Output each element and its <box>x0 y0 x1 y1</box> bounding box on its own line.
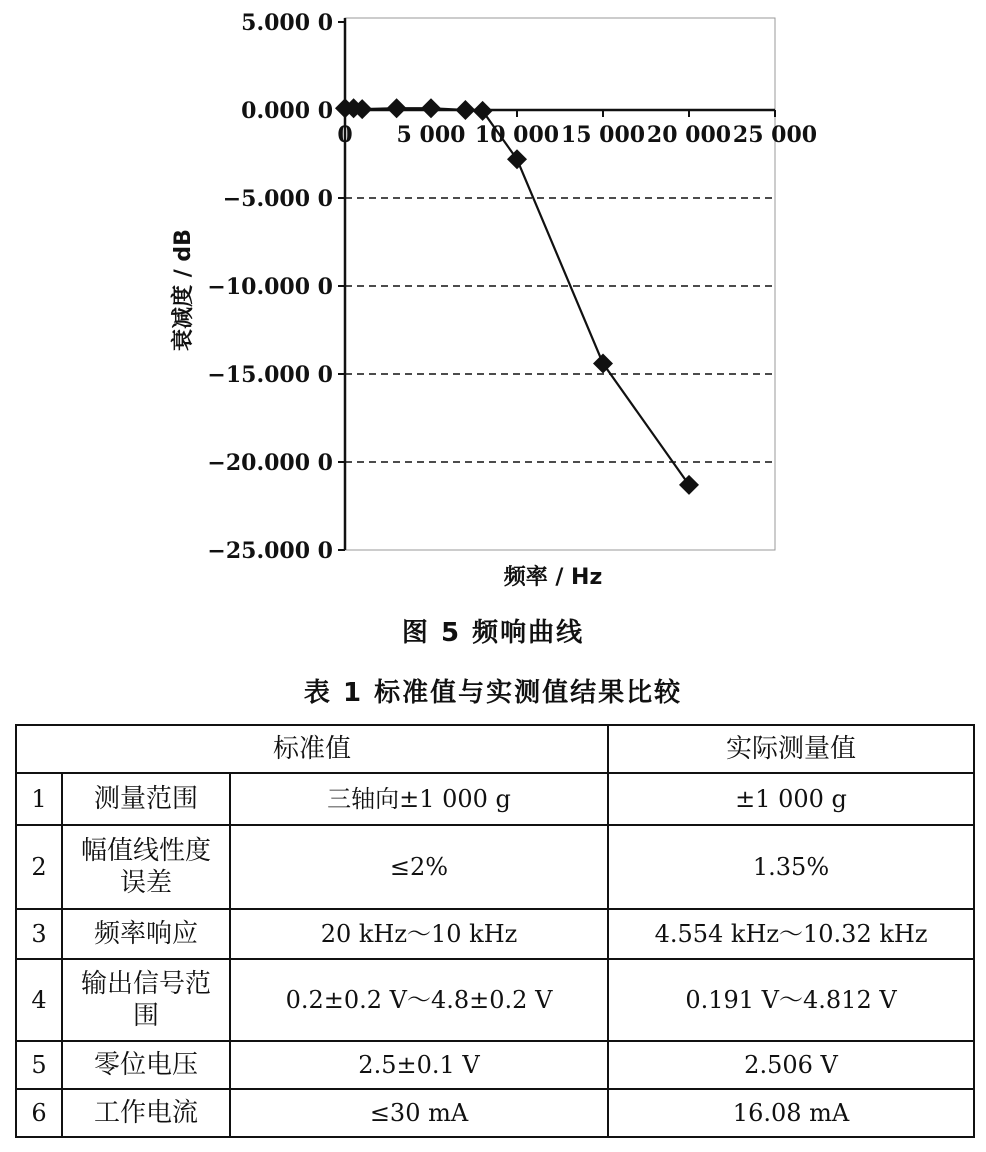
x-tick-label: 0 <box>337 122 353 148</box>
row-number: 2 <box>16 825 62 909</box>
row-number: 1 <box>16 773 62 825</box>
y-tick-label: 0.000 0 <box>241 98 333 124</box>
y-tick-label: −5.000 0 <box>222 186 333 212</box>
row-standard: 2.5±0.1 V <box>230 1041 608 1089</box>
x-tick-label: 15 000 <box>560 122 646 148</box>
row-measured: ±1 000 g <box>608 773 974 825</box>
row-item: 频率响应 <box>62 909 230 959</box>
y-tick-label: −20.000 0 <box>207 450 333 476</box>
table-row <box>16 959 974 1041</box>
table-row <box>16 825 974 909</box>
header-standard: 标准值 <box>16 725 608 773</box>
y-tick-label: −15.000 0 <box>207 362 333 388</box>
row-measured: 4.554 kHz～10.32 kHz <box>608 909 974 959</box>
row-item: 测量范围 <box>62 773 230 825</box>
comparison-table-container <box>15 724 973 1138</box>
row-standard: 三轴向±1 000 g <box>230 773 608 825</box>
table-row <box>16 1089 974 1137</box>
table-row <box>16 773 974 825</box>
plot-area-frame <box>345 18 775 550</box>
row-number: 6 <box>16 1089 62 1137</box>
row-measured: 16.08 mA <box>608 1089 974 1137</box>
row-standard: ≤2% <box>230 825 608 909</box>
data-point-marker <box>473 101 493 121</box>
table-row <box>16 1041 974 1089</box>
x-axis-label: 频率 / Hz <box>503 565 603 590</box>
x-tick-label: 20 000 <box>646 122 732 148</box>
y-axis-label: 衰减度 / dB <box>171 229 196 351</box>
table-row <box>16 909 974 959</box>
row-measured: 1.35% <box>608 825 974 909</box>
y-tick-label: −25.000 0 <box>207 538 333 564</box>
row-measured: 0.191 V～4.812 V <box>608 959 974 1041</box>
table-header-row <box>16 725 974 773</box>
x-tick-label: 5 000 <box>396 122 466 148</box>
table-title: 表 1 标准值与实测值结果比较 <box>303 678 683 708</box>
row-item: 输出信号范围 <box>62 959 230 1041</box>
row-standard: 0.2±0.2 V～4.8±0.2 V <box>230 959 608 1041</box>
x-tick-label: 25 000 <box>732 122 818 148</box>
data-point-marker <box>593 353 613 373</box>
data-point-marker <box>455 100 475 120</box>
y-tick-label: −10.000 0 <box>207 274 333 300</box>
row-item: 工作电流 <box>62 1089 230 1137</box>
row-measured: 2.506 V <box>608 1041 974 1089</box>
row-item: 幅值线性度误差 <box>62 825 230 909</box>
row-number: 3 <box>16 909 62 959</box>
row-standard: ≤30 mA <box>230 1089 608 1137</box>
row-standard: 20 kHz～10 kHz <box>230 909 608 959</box>
data-point-marker <box>387 98 407 118</box>
row-number: 4 <box>16 959 62 1041</box>
data-point-marker <box>507 149 527 169</box>
y-tick-label: 5.000 0 <box>241 10 333 36</box>
row-item: 零位电压 <box>62 1041 230 1089</box>
data-point-marker <box>421 98 441 118</box>
data-point-marker <box>679 475 699 495</box>
header-measured: 实际测量值 <box>608 725 974 773</box>
figure-caption: 图 5 频响曲线 <box>401 618 585 648</box>
x-tick-label: 10 000 <box>474 122 560 148</box>
row-number: 5 <box>16 1041 62 1089</box>
comparison-table <box>15 724 975 1138</box>
